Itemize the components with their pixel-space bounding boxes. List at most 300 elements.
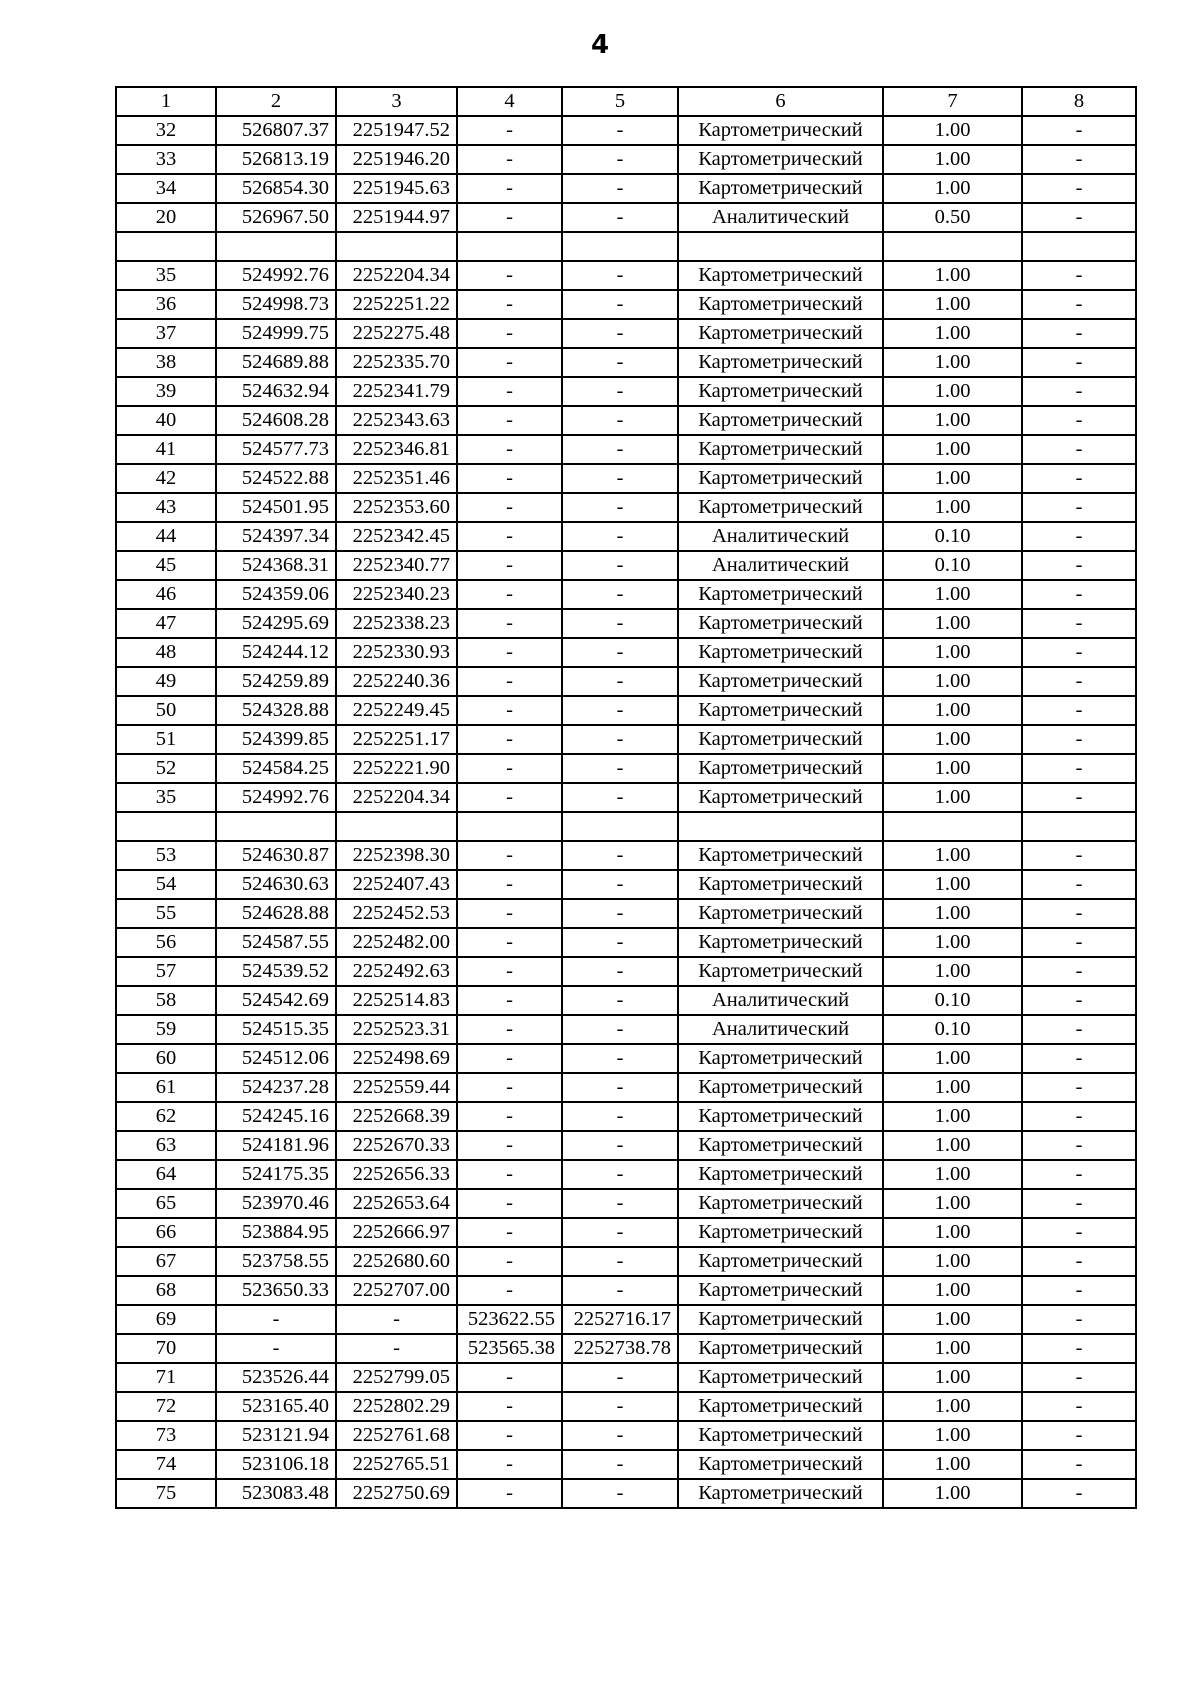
y-new-cell: - [562,522,678,551]
description-cell: - [1022,261,1136,290]
column-header: 4 [457,87,562,116]
point-number-cell: 54 [116,870,216,899]
y-coordinate-cell: 2252240.36 [336,667,457,696]
method-cell: Картометрический [678,1363,883,1392]
y-new-cell: - [562,928,678,957]
column-header: 3 [336,87,457,116]
description-cell [1022,812,1136,841]
description-cell: - [1022,522,1136,551]
point-number-cell: 73 [116,1421,216,1450]
table-row [116,551,1136,580]
x-new-cell: - [457,377,562,406]
y-new-cell: - [562,203,678,232]
point-number-cell: 67 [116,1247,216,1276]
point-number-cell: 35 [116,783,216,812]
x-new-cell: - [457,1392,562,1421]
table-row [116,957,1136,986]
y-coordinate-cell: 2252666.97 [336,1218,457,1247]
y-new-cell: - [562,261,678,290]
x-coordinate-cell: 524368.31 [216,551,336,580]
description-cell: - [1022,1392,1136,1421]
x-new-cell: - [457,1218,562,1247]
x-new-cell: - [457,551,562,580]
y-new-cell: - [562,609,678,638]
x-new-cell: - [457,928,562,957]
x-coordinate-cell: 524608.28 [216,406,336,435]
point-number-cell: 37 [116,319,216,348]
table-row [116,203,1136,232]
point-number-cell: 46 [116,580,216,609]
column-header: 1 [116,87,216,116]
accuracy-cell: 1.00 [883,1131,1022,1160]
y-coordinate-cell: 2252799.05 [336,1363,457,1392]
y-new-cell: - [562,1189,678,1218]
description-cell: - [1022,609,1136,638]
x-new-cell: - [457,783,562,812]
x-new-cell: - [457,1247,562,1276]
x-coordinate-cell: 523083.48 [216,1479,336,1508]
description-cell: - [1022,290,1136,319]
y-coordinate-cell: 2252204.34 [336,783,457,812]
description-cell: - [1022,957,1136,986]
point-number-cell [116,232,216,261]
x-coordinate-cell: 524522.88 [216,464,336,493]
method-cell: Картометрический [678,1334,883,1363]
accuracy-cell: 1.00 [883,1102,1022,1131]
accuracy-cell: 0.10 [883,1015,1022,1044]
method-cell: Аналитический [678,551,883,580]
method-cell: Картометрический [678,377,883,406]
accuracy-cell: 1.00 [883,667,1022,696]
method-cell: Картометрический [678,1479,883,1508]
point-number-cell: 42 [116,464,216,493]
y-new-cell: - [562,899,678,928]
point-number-cell: 34 [116,174,216,203]
description-cell: - [1022,1421,1136,1450]
x-new-cell: - [457,609,562,638]
x-coordinate-cell: 524577.73 [216,435,336,464]
x-coordinate-cell: 524295.69 [216,609,336,638]
y-new-cell: - [562,1131,678,1160]
table-row [116,1479,1136,1508]
y-new-cell: - [562,667,678,696]
y-coordinate-cell: 2252482.00 [336,928,457,957]
description-cell: - [1022,899,1136,928]
method-cell: Картометрический [678,580,883,609]
accuracy-cell: 0.10 [883,551,1022,580]
method-cell: Картометрический [678,1305,883,1334]
point-number-cell: 59 [116,1015,216,1044]
y-new-cell: 2252738.78 [562,1334,678,1363]
table-row [116,1392,1136,1421]
description-cell: - [1022,725,1136,754]
y-new-cell: - [562,493,678,522]
y-coordinate-cell: 2252707.00 [336,1276,457,1305]
point-number-cell: 55 [116,899,216,928]
table-row [116,1073,1136,1102]
table-row [116,1247,1136,1276]
y-new-cell: - [562,580,678,609]
description-cell: - [1022,1305,1136,1334]
description-cell: - [1022,1160,1136,1189]
x-coordinate-cell: 523758.55 [216,1247,336,1276]
description-cell: - [1022,1102,1136,1131]
description-cell: - [1022,435,1136,464]
method-cell: Картометрический [678,696,883,725]
accuracy-cell: 1.00 [883,928,1022,957]
x-coordinate-cell: 524992.76 [216,783,336,812]
x-coordinate-cell: - [216,1305,336,1334]
accuracy-cell [883,812,1022,841]
x-new-cell: - [457,1160,562,1189]
description-cell: - [1022,1189,1136,1218]
y-new-cell: - [562,1450,678,1479]
description-cell: - [1022,870,1136,899]
x-coordinate-cell: 526967.50 [216,203,336,232]
table-row [116,667,1136,696]
y-coordinate-cell: - [336,1305,457,1334]
description-cell: - [1022,841,1136,870]
y-coordinate-cell: 2252653.64 [336,1189,457,1218]
description-cell: - [1022,1479,1136,1508]
y-new-cell: - [562,319,678,348]
column-header: 5 [562,87,678,116]
point-number-cell: 71 [116,1363,216,1392]
table-row [116,1044,1136,1073]
x-new-cell: - [457,1363,562,1392]
x-new-cell: - [457,986,562,1015]
header-row [116,87,1136,116]
accuracy-cell: 1.00 [883,638,1022,667]
x-coordinate-cell: 524397.34 [216,522,336,551]
y-new-cell: 2252716.17 [562,1305,678,1334]
x-new-cell: - [457,493,562,522]
point-number-cell: 57 [116,957,216,986]
y-coordinate-cell: 2251945.63 [336,174,457,203]
method-cell: Картометрический [678,667,883,696]
y-coordinate-cell: 2251946.20 [336,145,457,174]
x-coordinate-cell [216,232,336,261]
method-cell: Картометрический [678,319,883,348]
accuracy-cell: 1.00 [883,696,1022,725]
y-new-cell: - [562,1247,678,1276]
method-cell: Картометрический [678,406,883,435]
x-coordinate-cell: 524630.63 [216,870,336,899]
description-cell: - [1022,928,1136,957]
accuracy-cell: 1.00 [883,116,1022,145]
table-row [116,1276,1136,1305]
description-cell: - [1022,174,1136,203]
accuracy-cell: 1.00 [883,319,1022,348]
accuracy-cell: 1.00 [883,377,1022,406]
x-coordinate-cell: 524999.75 [216,319,336,348]
x-new-cell: 523565.38 [457,1334,562,1363]
x-new-cell: - [457,1276,562,1305]
table-row [116,609,1136,638]
point-number-cell: 32 [116,116,216,145]
y-coordinate-cell: 2252514.83 [336,986,457,1015]
table-row [116,696,1136,725]
method-cell [678,812,883,841]
x-coordinate-cell: 523970.46 [216,1189,336,1218]
x-coordinate-cell: 524512.06 [216,1044,336,1073]
point-number-cell: 48 [116,638,216,667]
table-row [116,1363,1136,1392]
x-coordinate-cell: 524689.88 [216,348,336,377]
description-cell: - [1022,1450,1136,1479]
y-coordinate-cell: 2252249.45 [336,696,457,725]
y-coordinate-cell: 2252341.79 [336,377,457,406]
y-new-cell: - [562,1363,678,1392]
description-cell: - [1022,377,1136,406]
x-new-cell: - [457,841,562,870]
description-cell: - [1022,1073,1136,1102]
y-coordinate-cell: 2252275.48 [336,319,457,348]
accuracy-cell: 1.00 [883,406,1022,435]
x-new-cell: - [457,696,562,725]
accuracy-cell: 1.00 [883,1044,1022,1073]
accuracy-cell: 1.00 [883,1363,1022,1392]
description-cell: - [1022,145,1136,174]
table-row [116,464,1136,493]
table-row [116,870,1136,899]
description-cell: - [1022,1276,1136,1305]
y-coordinate-cell [336,232,457,261]
accuracy-cell: 1.00 [883,290,1022,319]
y-new-cell: - [562,957,678,986]
point-number-cell: 75 [116,1479,216,1508]
x-new-cell: - [457,1189,562,1218]
y-coordinate-cell: 2252353.60 [336,493,457,522]
description-cell: - [1022,986,1136,1015]
column-header: 7 [883,87,1022,116]
description-cell: - [1022,1131,1136,1160]
x-coordinate-cell: 523526.44 [216,1363,336,1392]
accuracy-cell: 1.00 [883,609,1022,638]
y-coordinate-cell: 2252338.23 [336,609,457,638]
x-coordinate-cell: 524628.88 [216,899,336,928]
x-coordinate-cell: 524175.35 [216,1160,336,1189]
method-cell: Аналитический [678,986,883,1015]
x-new-cell: - [457,1102,562,1131]
accuracy-cell: 0.50 [883,203,1022,232]
accuracy-cell: 1.00 [883,1218,1022,1247]
y-coordinate-cell: 2252351.46 [336,464,457,493]
method-cell: Картометрический [678,1276,883,1305]
method-cell [678,232,883,261]
table-row [116,145,1136,174]
x-coordinate-cell: 526813.19 [216,145,336,174]
x-new-cell: - [457,870,562,899]
y-new-cell: - [562,464,678,493]
table-row [116,899,1136,928]
x-coordinate-cell: 526807.37 [216,116,336,145]
x-new-cell: - [457,203,562,232]
y-coordinate-cell: 2252750.69 [336,1479,457,1508]
y-new-cell: - [562,1421,678,1450]
table-row [116,986,1136,1015]
method-cell: Картометрический [678,1160,883,1189]
accuracy-cell: 1.00 [883,783,1022,812]
y-coordinate-cell: 2252335.70 [336,348,457,377]
description-cell: - [1022,551,1136,580]
y-coordinate-cell: 2252340.23 [336,580,457,609]
point-number-cell: 44 [116,522,216,551]
x-coordinate-cell: 524587.55 [216,928,336,957]
x-new-cell: - [457,725,562,754]
y-new-cell: - [562,290,678,319]
table-row [116,435,1136,464]
y-new-cell: - [562,754,678,783]
table-body [116,87,1136,1508]
description-cell: - [1022,1218,1136,1247]
point-number-cell: 47 [116,609,216,638]
point-number-cell: 65 [116,1189,216,1218]
table-row [116,841,1136,870]
table-row [116,377,1136,406]
method-cell: Картометрический [678,754,883,783]
point-number-cell: 35 [116,261,216,290]
x-new-cell: - [457,319,562,348]
table-row [116,1450,1136,1479]
x-new-cell: 523622.55 [457,1305,562,1334]
x-coordinate-cell: 524359.06 [216,580,336,609]
y-new-cell: - [562,841,678,870]
x-new-cell: - [457,435,562,464]
x-new-cell: - [457,667,562,696]
point-number-cell: 61 [116,1073,216,1102]
x-new-cell: - [457,348,562,377]
y-new-cell: - [562,377,678,406]
method-cell: Картометрический [678,348,883,377]
x-coordinate-cell: 524501.95 [216,493,336,522]
x-coordinate-cell: - [216,1334,336,1363]
method-cell: Картометрический [678,783,883,812]
description-cell: - [1022,319,1136,348]
y-coordinate-cell: 2252761.68 [336,1421,457,1450]
point-number-cell: 43 [116,493,216,522]
table-row [116,406,1136,435]
x-new-cell: - [457,290,562,319]
description-cell: - [1022,203,1136,232]
table-row [116,928,1136,957]
y-coordinate-cell: 2252251.17 [336,725,457,754]
description-cell: - [1022,1015,1136,1044]
x-new-cell: - [457,1421,562,1450]
point-number-cell: 62 [116,1102,216,1131]
y-coordinate-cell: 2252343.63 [336,406,457,435]
table-row [116,1218,1136,1247]
method-cell: Картометрический [678,1421,883,1450]
y-new-cell: - [562,551,678,580]
accuracy-cell: 1.00 [883,1160,1022,1189]
y-new-cell [562,812,678,841]
x-coordinate-cell: 524181.96 [216,1131,336,1160]
y-coordinate-cell: 2252498.69 [336,1044,457,1073]
accuracy-cell: 1.00 [883,1189,1022,1218]
point-number-cell: 58 [116,986,216,1015]
accuracy-cell: 1.00 [883,754,1022,783]
accuracy-cell: 1.00 [883,580,1022,609]
description-cell: - [1022,754,1136,783]
x-new-cell: - [457,1131,562,1160]
description-cell: - [1022,406,1136,435]
method-cell: Картометрический [678,464,883,493]
accuracy-cell: 1.00 [883,493,1022,522]
method-cell: Картометрический [678,870,883,899]
method-cell: Картометрический [678,493,883,522]
y-new-cell: - [562,174,678,203]
y-coordinate-cell: 2252802.29 [336,1392,457,1421]
x-coordinate-cell: 524244.12 [216,638,336,667]
coordinates-table [115,86,1137,1509]
x-new-cell: - [457,116,562,145]
table-row [116,1421,1136,1450]
point-number-cell: 40 [116,406,216,435]
accuracy-cell: 1.00 [883,1073,1022,1102]
accuracy-cell: 1.00 [883,1479,1022,1508]
point-number-cell: 33 [116,145,216,174]
method-cell: Картометрический [678,1102,883,1131]
x-coordinate-cell: 524992.76 [216,261,336,290]
column-header: 2 [216,87,336,116]
x-new-cell: - [457,957,562,986]
y-new-cell: - [562,696,678,725]
accuracy-cell: 1.00 [883,957,1022,986]
method-cell: Картометрический [678,1131,883,1160]
description-cell: - [1022,580,1136,609]
accuracy-cell: 1.00 [883,145,1022,174]
y-coordinate-cell [336,812,457,841]
x-coordinate-cell: 524245.16 [216,1102,336,1131]
x-coordinate-cell: 524632.94 [216,377,336,406]
y-new-cell: - [562,783,678,812]
y-new-cell: - [562,1479,678,1508]
x-new-cell: - [457,1073,562,1102]
accuracy-cell: 0.10 [883,522,1022,551]
y-new-cell: - [562,116,678,145]
point-number-cell: 69 [116,1305,216,1334]
table-row [116,348,1136,377]
x-new-cell: - [457,406,562,435]
accuracy-cell: 1.00 [883,1450,1022,1479]
method-cell: Картометрический [678,725,883,754]
method-cell: Картометрический [678,1392,883,1421]
point-number-cell: 36 [116,290,216,319]
accuracy-cell: 1.00 [883,1421,1022,1450]
description-cell: - [1022,348,1136,377]
table-row [116,319,1136,348]
table-row [116,116,1136,145]
accuracy-cell: 0.10 [883,986,1022,1015]
method-cell: Картометрический [678,290,883,319]
accuracy-cell: 1.00 [883,464,1022,493]
x-coordinate-cell: 524542.69 [216,986,336,1015]
method-cell: Картометрический [678,145,883,174]
x-new-cell: - [457,464,562,493]
point-number-cell: 72 [116,1392,216,1421]
x-new-cell: - [457,754,562,783]
description-cell [1022,232,1136,261]
y-coordinate-cell: 2252492.63 [336,957,457,986]
method-cell: Картометрический [678,435,883,464]
y-new-cell: - [562,348,678,377]
accuracy-cell: 1.00 [883,1392,1022,1421]
accuracy-cell: 1.00 [883,725,1022,754]
y-new-cell: - [562,1218,678,1247]
y-coordinate-cell: 2252342.45 [336,522,457,551]
y-coordinate-cell: 2252680.60 [336,1247,457,1276]
